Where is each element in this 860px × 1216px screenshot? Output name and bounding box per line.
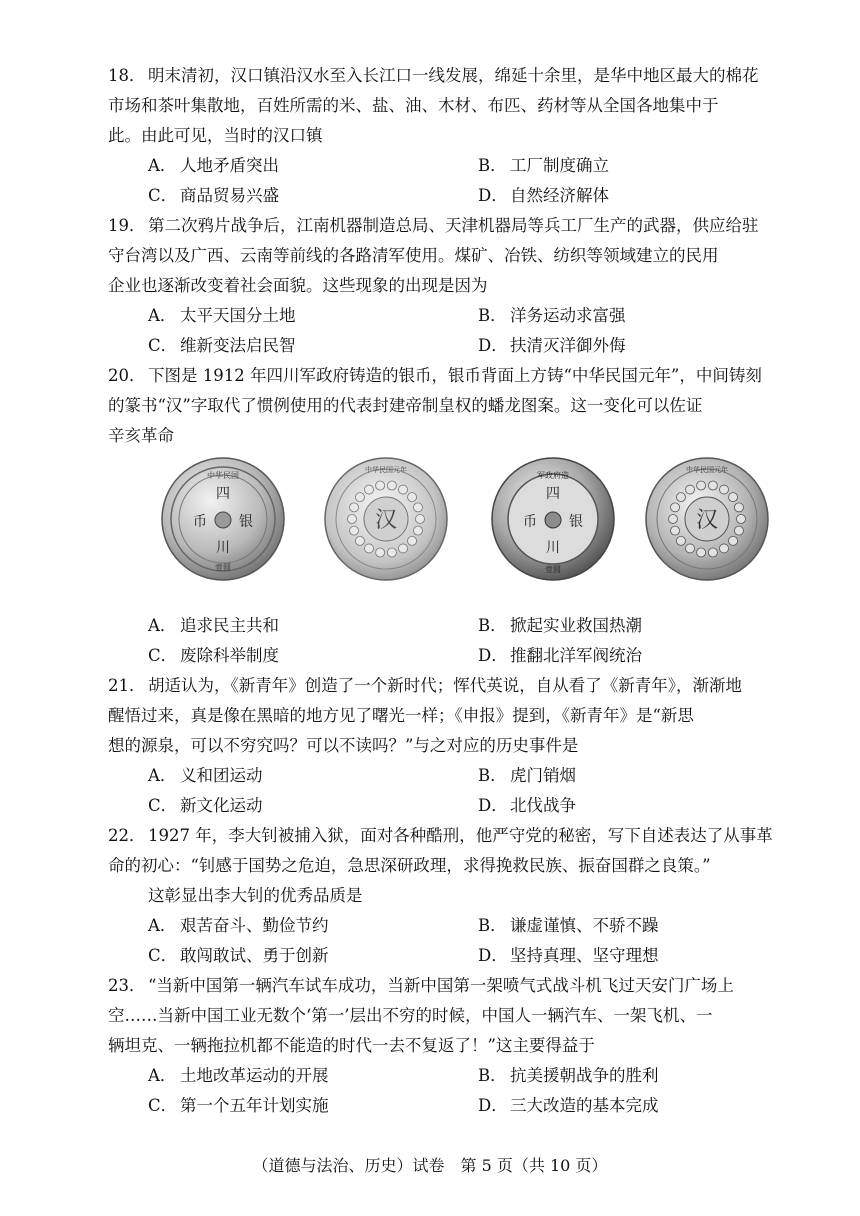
question-number: 19． — [108, 216, 146, 235]
stem-line: 此。由此可见，当时的汉口镇 — [108, 126, 323, 145]
bead — [408, 536, 417, 545]
option-a[interactable]: A． 太平天国分土地 — [148, 306, 296, 325]
coin-rim-text: 中华民国元年 — [365, 466, 407, 474]
stem-line: 守台湾以及广西、云南等前线的各路清军使用。煤矿、冶铁、纺织等领域建立的民用 — [108, 246, 719, 265]
stem-line: 命的初心：“钊感于国势之危迫，急思深研政理，求得挽救民族、振奋国群之良策。” — [108, 856, 711, 875]
stem-line: “当新中国第一辆汽车试车成功，当新中国第一架喷气式战斗机飞过天安门广场上 — [148, 976, 734, 995]
flower-emblem — [215, 512, 231, 528]
coin-image-3 — [490, 456, 616, 582]
coin-image-4 — [644, 456, 770, 582]
bead — [399, 544, 408, 553]
option-b[interactable]: B． 工厂制度确立 — [478, 156, 609, 175]
bead — [686, 485, 695, 494]
question-20 — [108, 361, 808, 451]
question-number: 18． — [108, 66, 146, 85]
coin-han-char: 汉 — [695, 508, 719, 533]
bead — [413, 503, 422, 512]
bead — [387, 548, 396, 557]
stem-line: 这彰显出李大钊的优秀品质是 — [148, 886, 363, 905]
coin-image-1 — [160, 456, 286, 582]
bead — [708, 481, 717, 490]
bead — [355, 493, 364, 502]
option-c[interactable]: C． 废除科举制度 — [148, 646, 279, 665]
coin-han-char: 汉 — [374, 508, 398, 533]
coin-rim-text: 中华民国 — [207, 471, 239, 480]
option-d[interactable]: D． 北伐战争 — [478, 796, 576, 815]
stem-line: 醒悟过来，真是像在黑暗的地方见了曙光一样；《申报》提到，《新青年》是“新思 — [108, 706, 694, 725]
stem-line: 1927 年，李大钊被捕入狱，面对各种酷刑，他严守党的秘密，写下自述表达了从事革 — [148, 826, 773, 845]
coin-char: 四 — [216, 486, 230, 502]
bead — [365, 544, 374, 553]
question-22 — [108, 821, 808, 971]
bead — [720, 544, 729, 553]
question-number: 22． — [108, 826, 146, 845]
bead — [697, 481, 706, 490]
options — [148, 151, 808, 211]
options — [148, 301, 808, 361]
flower-emblem — [545, 512, 561, 528]
bead — [734, 503, 743, 512]
bead — [376, 481, 385, 490]
stem-line: 企业也逐渐改变着社会面貌。这些现象的出现是因为 — [108, 276, 488, 295]
option-a[interactable]: A． 人地矛盾突出 — [148, 156, 279, 175]
coin-char: 银 — [239, 514, 253, 530]
bead — [729, 536, 738, 545]
coin-char: 银 — [569, 514, 583, 530]
question-number: 21． — [108, 676, 146, 695]
page-footer: （道德与法治、历史）试卷 第 5 页（共 10 页） — [252, 1156, 608, 1175]
question-number: 20． — [108, 366, 146, 385]
coin-rim-text: 军政府造 — [537, 471, 569, 480]
stem-line: 明末清初，汉口镇沿汉水至入长江口一线发展，绵延十余里，是华中地区最大的棉花 — [148, 66, 759, 85]
stem-line: 的篆书“汉”字取代了惯例使用的代表封建帝制皇权的蟠龙图案。这一变化可以佐证 — [108, 396, 703, 415]
question-number: 23． — [108, 976, 146, 995]
option-d[interactable]: D． 坚持真理、坚守理想 — [478, 946, 659, 965]
options — [148, 911, 808, 971]
option-a[interactable]: A． 义和团运动 — [148, 766, 263, 785]
options — [148, 761, 808, 821]
question-20-options — [108, 611, 808, 671]
bead — [720, 485, 729, 494]
option-b[interactable]: B． 掀起实业救国热潮 — [478, 616, 642, 635]
option-b[interactable]: B． 抗美援朝战争的胜利 — [478, 1066, 659, 1085]
bead — [416, 515, 425, 524]
option-d[interactable]: D． 自然经济解体 — [478, 186, 609, 205]
stem-line: 辛亥革命 — [108, 426, 174, 445]
option-b[interactable]: B． 谦虚谨慎、不骄不躁 — [478, 916, 659, 935]
stem-line: 市场和茶叶集散地，百姓所需的米、盐、油、木材、布匹、药材等从全国各地集中于 — [108, 96, 719, 115]
bead — [671, 503, 680, 512]
bead — [734, 526, 743, 535]
bead — [669, 515, 678, 524]
option-b[interactable]: B． 洋务运动求富强 — [478, 306, 626, 325]
coin-char: 四 — [546, 486, 560, 502]
bead — [348, 515, 357, 524]
option-d[interactable]: D． 推翻北洋军阀统治 — [478, 646, 642, 665]
bead — [686, 544, 695, 553]
option-a[interactable]: A． 艰苦奋斗、勤俭节约 — [148, 916, 329, 935]
question-21 — [108, 671, 808, 821]
question-18 — [108, 61, 808, 211]
coin-rim-text: 壹圆 — [215, 563, 231, 572]
bead — [387, 481, 396, 490]
coin-rim-text: 中华民国元年 — [686, 466, 728, 474]
coin-image-2 — [323, 456, 449, 582]
bead — [399, 485, 408, 494]
option-a[interactable]: A． 土地改革运动的开展 — [148, 1066, 329, 1085]
coin-rim-text: 壹圆 — [545, 565, 561, 574]
bead — [413, 526, 422, 535]
bead — [376, 548, 385, 557]
question-19 — [108, 211, 808, 361]
bead — [697, 548, 706, 557]
option-d[interactable]: D． 三大改造的基本完成 — [478, 1096, 659, 1115]
coin-char: 币 — [193, 514, 207, 530]
stem-line: 胡适认为，《新青年》创造了一个新时代；恽代英说，自从看了《新青年》，渐渐地 — [148, 676, 742, 695]
bead — [729, 493, 738, 502]
option-b[interactable]: B． 虎门销烟 — [478, 766, 576, 785]
coin-char: 川 — [216, 540, 230, 556]
bead — [676, 536, 685, 545]
bead — [737, 515, 746, 524]
question-23 — [108, 971, 808, 1121]
option-c[interactable]: C． 商品贸易兴盛 — [148, 186, 279, 205]
coin-char: 川 — [546, 540, 560, 556]
bead — [365, 485, 374, 494]
option-c[interactable]: C． 敢闯敢试、勇于创新 — [148, 946, 329, 965]
stem-line: 辆坦克、一辆拖拉机都不能造的时代一去不复返了！”这主要得益于 — [108, 1036, 595, 1055]
options — [148, 611, 808, 671]
option-c[interactable]: C． 维新变法启民智 — [148, 336, 296, 355]
coin-figure — [160, 456, 780, 596]
bead — [676, 493, 685, 502]
bead — [671, 526, 680, 535]
option-c[interactable]: C． 新文化运动 — [148, 796, 263, 815]
bead — [708, 548, 717, 557]
bead — [408, 493, 417, 502]
option-c[interactable]: C． 第一个五年计划实施 — [148, 1096, 329, 1115]
stem-line: 下图是 1912 年四川军政府铸造的银币，银币背面上方铸“中华民国元年”，中间铸刻 — [148, 366, 762, 385]
coin-char: 币 — [523, 514, 537, 530]
bead — [350, 503, 359, 512]
bead — [350, 526, 359, 535]
stem-line: 想的源泉，可以不穷究吗？可以不读吗？”与之对应的历史事件是 — [108, 736, 579, 755]
option-a[interactable]: A． 追求民主共和 — [148, 616, 279, 635]
stem-line: 第二次鸦片战争后，江南机器制造总局、天津机器局等兵工厂生产的武器，供应给驻 — [148, 216, 759, 235]
options — [148, 1061, 808, 1121]
option-d[interactable]: D． 扶清灭洋御外侮 — [478, 336, 626, 355]
bead — [355, 536, 364, 545]
stem-line: 空……当新中国工业无数个‘第一’层出不穷的时候，中国人一辆汽车、一架飞机、一 — [108, 1006, 713, 1025]
